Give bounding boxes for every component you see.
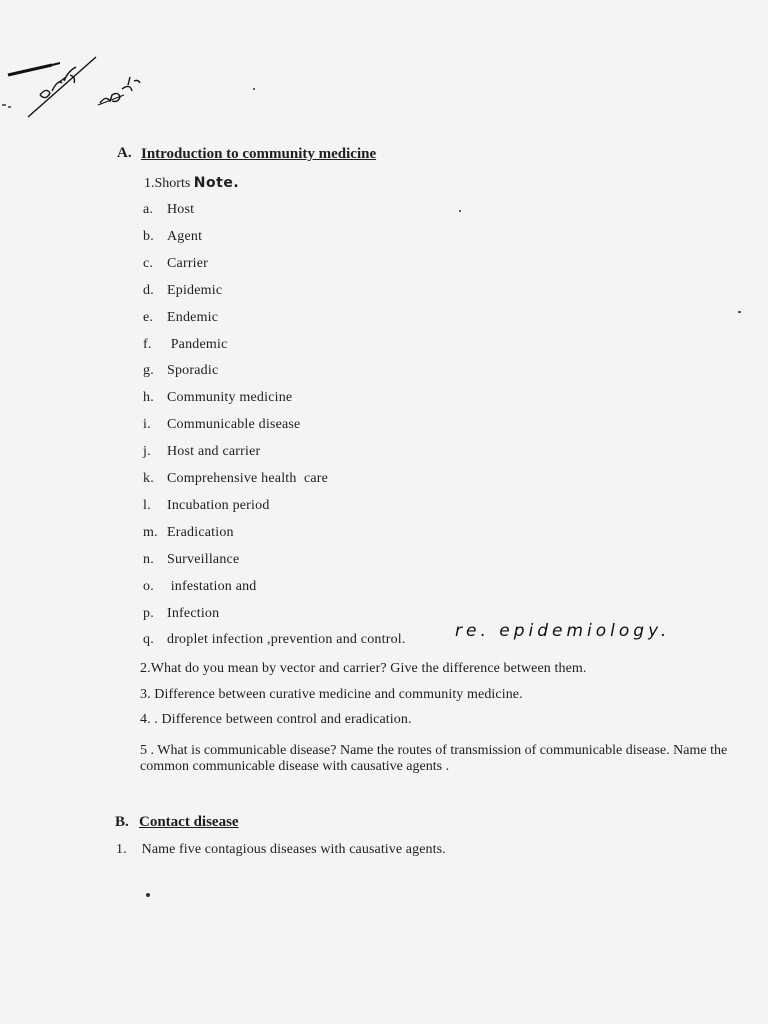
list-item-letter: p. xyxy=(143,605,154,621)
list-item-letter: f. xyxy=(143,336,152,352)
list-item-letter: o. xyxy=(143,578,154,594)
list-item xyxy=(143,606,219,622)
section-b-title: Contact disease xyxy=(139,814,239,830)
section-a-letter: A. xyxy=(117,145,132,161)
list-item-letter: m. xyxy=(143,524,158,540)
scan-speck xyxy=(738,311,741,313)
list-item xyxy=(143,310,218,326)
list-item-text: Endemic xyxy=(167,309,219,325)
list-item-letter: l. xyxy=(143,497,151,513)
list-item xyxy=(143,390,292,406)
scan-speck xyxy=(459,210,461,212)
list-item-text: Host xyxy=(167,202,195,217)
list-item-text: Host and carrier xyxy=(167,444,261,460)
list-item-letter: i. xyxy=(143,417,151,433)
handwritten-note: re. epidemiology. xyxy=(455,621,671,641)
list-item xyxy=(143,417,300,433)
list-item-text: infestation and xyxy=(167,578,257,594)
list-item-text: droplet infection ,prevention and control. xyxy=(167,632,406,648)
list-item-text: Infection xyxy=(167,605,220,621)
scan-speck xyxy=(146,893,150,897)
scan-speck xyxy=(253,88,255,90)
list-item-letter: q. xyxy=(143,632,154,648)
shorts-handwritten: Note. xyxy=(193,175,240,191)
list-item-text: Epidemic xyxy=(167,282,223,298)
list-item xyxy=(143,471,328,487)
list-item-letter: h. xyxy=(143,390,154,406)
list-item-text: Sporadic xyxy=(167,363,219,379)
list-item-letter: d. xyxy=(143,282,154,298)
list-item-letter: j. xyxy=(143,444,151,460)
list-item xyxy=(143,337,228,353)
list-item-letter: b. xyxy=(143,228,154,244)
list-item-letter: c. xyxy=(143,255,154,271)
list-item xyxy=(143,525,234,541)
list-item-text: Incubation period xyxy=(167,497,270,513)
shorts-label xyxy=(144,175,239,192)
section-b-question-text: Name five contagious diseases with causative agents. xyxy=(141,842,446,857)
section-b-question-1 xyxy=(116,842,446,858)
list-item-letter: e. xyxy=(143,309,154,325)
list-item-letter: a. xyxy=(143,202,154,217)
list-item-text: Eradication xyxy=(167,524,234,540)
question-3: 3. Difference between curative medicine and community medicine. xyxy=(140,687,523,702)
list-item xyxy=(143,552,239,568)
list-item xyxy=(143,363,218,379)
list-item xyxy=(143,202,194,218)
list-item xyxy=(143,283,222,299)
question-2: 2.What do you mean by vector and carrier? Give the difference between them. xyxy=(140,661,587,676)
section-b-letter: B. xyxy=(115,814,129,830)
list-item-text: Surveillance xyxy=(167,551,240,567)
list-item xyxy=(143,256,208,272)
list-item-letter: k. xyxy=(143,471,154,486)
question-5: 5 . What is communicable disease? Name the routes of transmission of communicable disease. Name the common communicable disease with causative agents . xyxy=(140,743,728,774)
list-item-letter: g. xyxy=(143,363,154,379)
section-b-question-number: 1. xyxy=(116,842,127,857)
shorts-prefix: 1.Shorts xyxy=(144,176,191,191)
list-item xyxy=(143,444,260,460)
list-item-text: Comprehensive health care xyxy=(167,471,329,486)
section-a-title: Introduction to community medicine xyxy=(141,146,377,162)
list-item-text: Communicable disease xyxy=(167,417,301,433)
list-item-text: Community medicine xyxy=(167,390,293,406)
list-item xyxy=(143,579,257,595)
margin-handwriting xyxy=(0,45,175,135)
question-4: 4. . Difference between control and eradication. xyxy=(140,712,412,727)
list-item-letter: n. xyxy=(143,551,154,567)
list-item xyxy=(143,498,270,514)
list-item-text: Carrier xyxy=(167,255,209,271)
list-item-text: Agent xyxy=(167,228,203,244)
list-item xyxy=(143,229,202,245)
list-item-text: Pandemic xyxy=(167,336,228,352)
list-item xyxy=(143,632,406,648)
